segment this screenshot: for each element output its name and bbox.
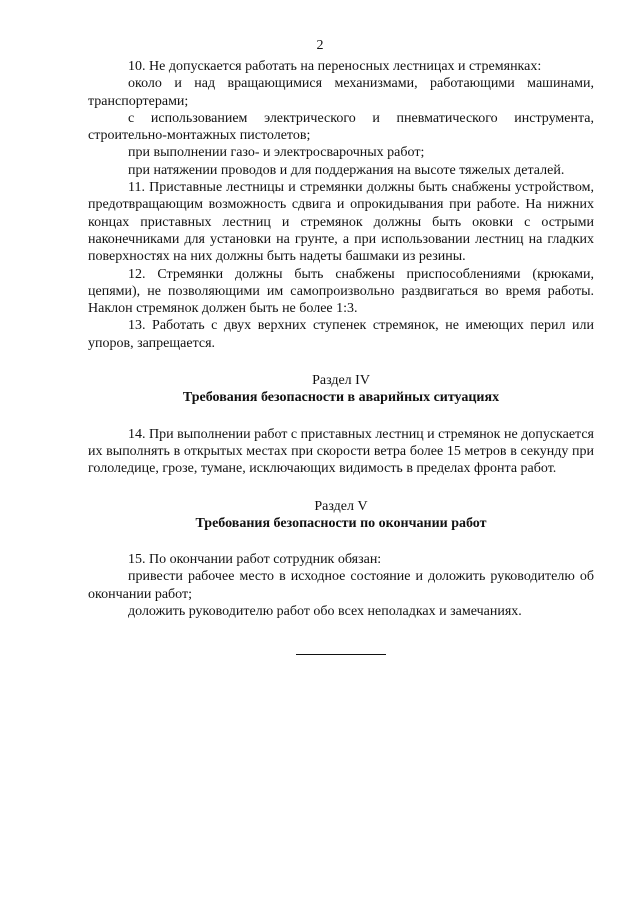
paragraph-10-item-2: с использованием электрического и пневматического инструмента, строительно-монтажных пистолетов;: [88, 110, 594, 144]
paragraph-15: 15. По окончании работ сотрудник обязан:: [128, 552, 382, 568]
section-4-label: Раздел IV: [312, 373, 370, 389]
page-number: 2: [316, 38, 324, 53]
paragraph-13: 13. Работать с двух верхних ступенек стремянок, не имеющих перил или упоров, запрещается.: [88, 318, 594, 351]
paragraph-12: 12. Стремянки должны быть снабжены приспособлениями (крюками, цепями), не позволяющими им самопроизвольно раздвигаться во время работы. Наклон стремянок должен быть не более 1:3.: [88, 266, 594, 317]
paragraph-10-item-1: около и над вращающимися механизмами, работающими машинами, транспортерами;: [88, 76, 594, 109]
paragraph-10-item-3: при выполнении газо- и электросварочных работ;: [128, 145, 425, 161]
section-5-label: Раздел V: [314, 498, 368, 514]
paragraph-10: 10. Не допускается работать на переносных лестницах и стремянках:: [128, 59, 542, 74]
paragraph-14: 14. При выполнении работ с приставных лестниц и стремянок не допускается их выполнять в открытых местах при скорости ветра более 15 метров в секунду при гололедице, грозе, тумане, исключающих видимость в пределах фронта работ.: [88, 426, 594, 477]
paragraph-11: 11. Приставные лестницы и стремянки должны быть снабжены устройством, предотвращающим возможность сдвига и опрокидывания при работе. На нижних концах приставных лестниц и стремянок должны быть оковки с острыми наконечниками для установки на грунте, а при использовании лестниц на гладких поверхностях на них должны быть надеты башмаки из резины.: [88, 180, 594, 265]
section-5-title: Требования безопасности по окончании работ: [195, 515, 487, 531]
section-4-title: Требования безопасности в аварийных ситуациях: [182, 390, 500, 406]
end-of-document-rule: [296, 654, 386, 655]
paragraph-15-item-1: привести рабочее место в исходное состояние и доложить руководителю об окончании работ;: [88, 569, 594, 602]
paragraph-10-item-4: при натяжении проводов и для поддержания на высоте тяжелых деталей.: [128, 162, 565, 178]
paragraph-15-item-2: доложить руководителю работ обо всех неполадках и замечаниях.: [128, 604, 522, 620]
document-body: [88, 58, 594, 620]
